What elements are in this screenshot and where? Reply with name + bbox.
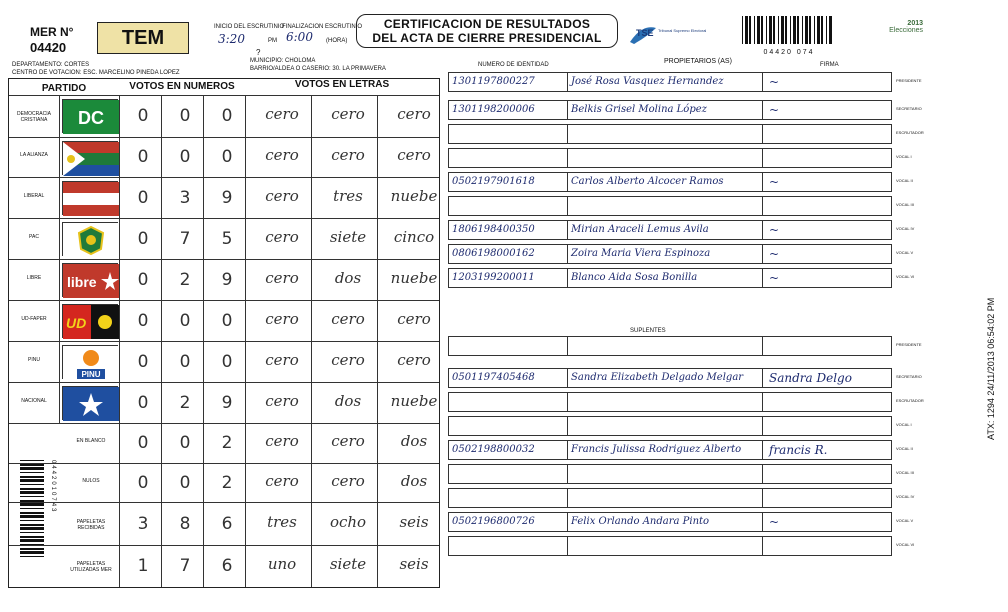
column-divider <box>59 301 60 341</box>
column-divider <box>567 221 568 239</box>
column-divider <box>567 393 568 411</box>
column-divider <box>567 269 568 287</box>
member-signature: ~ <box>769 175 780 189</box>
member-signature: ~ <box>769 103 780 117</box>
col-propietarios: PROPIETARIOS (AS) <box>664 58 732 65</box>
party-name: PINU <box>28 356 40 363</box>
col-partido: PARTIDO <box>41 83 87 94</box>
column-divider <box>567 101 568 119</box>
column-divider <box>59 219 60 259</box>
member-name: Francis Julissa Rodriguez Alberto <box>571 444 742 455</box>
tem-label: TEM <box>121 26 165 49</box>
member-role: VOCAL V <box>896 250 914 255</box>
vote-word: siete <box>329 555 367 573</box>
elecciones-year: 2013 <box>907 20 923 27</box>
barcode-left-number-wrap <box>48 460 56 556</box>
tse-logo-icon <box>626 20 707 48</box>
party-row <box>9 218 439 259</box>
vote-word: cinco <box>393 227 435 246</box>
vote-digit: 0 <box>221 106 233 126</box>
vote-digit: 2 <box>221 472 233 493</box>
barcode-top-icon <box>740 16 838 44</box>
column-divider <box>762 125 763 143</box>
column-divider <box>119 260 120 300</box>
member-signature: ~ <box>769 247 780 261</box>
vote-word: nuebe <box>390 391 438 410</box>
member-id: 1301197800227 <box>452 76 535 87</box>
ud-logo-text: UD <box>66 315 87 331</box>
column-divider <box>119 342 120 382</box>
vote-digit: 0 <box>179 472 191 493</box>
dc-logo-text: DC <box>78 108 104 128</box>
column-divider <box>119 464 120 502</box>
vote-digit: 0 <box>137 106 149 126</box>
vote-digit: 7 <box>179 556 191 576</box>
vote-word: dos <box>400 432 428 450</box>
tem-box <box>97 22 189 54</box>
member-signature: Sandra Delgo <box>769 371 852 385</box>
column-divider <box>567 441 568 459</box>
vote-word: cero <box>265 227 299 246</box>
member-row <box>448 124 892 144</box>
barcode-top <box>740 16 838 56</box>
column-divider <box>119 503 120 545</box>
vote-word: tres <box>333 186 363 205</box>
member-role: PRESIDENTE <box>896 78 922 83</box>
barcode-left <box>20 460 46 556</box>
column-divider <box>762 417 763 435</box>
column-divider <box>567 173 568 191</box>
col-firma: FIRMA <box>820 62 839 68</box>
mer-label: MER N° <box>30 25 74 39</box>
member-signature: ~ <box>769 223 780 237</box>
column-divider <box>762 465 763 483</box>
vote-digit: 0 <box>137 269 149 290</box>
barcode-left-number: 0442010743 <box>50 460 56 514</box>
summary-row <box>9 502 439 545</box>
vote-word: ocho <box>329 512 367 531</box>
member-signature: francis R. <box>769 443 828 457</box>
summary-row <box>9 545 439 587</box>
member-role: VOCAL IV <box>896 494 915 499</box>
party-logo <box>62 222 118 256</box>
vote-digit: 9 <box>221 269 233 290</box>
member-name: Mirian Araceli Lemus Avila <box>571 224 709 235</box>
column-divider <box>762 537 763 555</box>
tse-logo <box>626 20 707 48</box>
column-divider <box>59 342 60 382</box>
centro-votacion: CENTRO DE VOTACION: ESC. MARCELINO PINEDA LOPEZ <box>12 70 180 76</box>
member-role: VOCAL I <box>896 154 912 159</box>
column-divider <box>762 73 763 91</box>
vote-digit: 0 <box>221 310 233 331</box>
party-logo <box>62 304 118 338</box>
vote-word: seis <box>399 512 429 531</box>
vote-digit: 2 <box>179 269 191 290</box>
party-logo <box>62 263 118 297</box>
party-logo <box>62 181 118 215</box>
member-role: VOCAL IV <box>896 226 915 231</box>
summary-name: NULOS <box>82 477 100 484</box>
summary-name: PAPELETAS RECIBIDAS <box>76 518 106 531</box>
column-divider <box>762 393 763 411</box>
suplentes-label: SUPLENTES <box>630 328 666 334</box>
vote-word: cero <box>331 146 365 164</box>
member-role: VOCAL II <box>896 178 913 183</box>
member-row <box>448 148 892 168</box>
side-stamp: ATX: 1294 24/11/2013 06:54:02 PM <box>986 297 996 440</box>
vote-digit: 1 <box>137 556 149 576</box>
member-name: Zoira Maria Viera Espinoza <box>571 248 711 259</box>
column-divider <box>762 489 763 507</box>
vote-word: seis <box>399 555 429 573</box>
member-id: 0502198800032 <box>452 444 535 455</box>
column-divider <box>567 337 568 355</box>
party-name: UD-FAPER <box>21 315 47 322</box>
member-row <box>448 268 892 288</box>
member-row <box>448 464 892 484</box>
vote-word: cero <box>265 146 299 164</box>
column-divider <box>119 301 120 341</box>
vote-word: cero <box>331 105 365 123</box>
pinu-logo-text: PINU <box>81 370 101 379</box>
member-role: VOCAL VI <box>896 542 915 547</box>
member-role: SECRETARIO <box>896 374 922 379</box>
column-divider <box>567 417 568 435</box>
party-name: DEMOCRACIA CRISTIANA <box>17 111 51 123</box>
vote-digit: 0 <box>179 433 191 453</box>
member-id: 0501197405468 <box>452 372 535 383</box>
vote-digit: 6 <box>221 513 233 534</box>
vote-digit: 0 <box>137 310 149 331</box>
party-name: LIBERAL <box>23 192 45 199</box>
member-row <box>448 536 892 556</box>
member-role: VOCAL III <box>896 202 914 207</box>
column-divider <box>762 221 763 239</box>
column-divider <box>567 537 568 555</box>
member-id: 0806198000162 <box>452 248 535 259</box>
results-table <box>8 78 440 588</box>
vote-digit: 0 <box>221 351 233 372</box>
vote-word: cero <box>331 471 365 490</box>
member-row <box>448 100 892 120</box>
column-divider <box>567 73 568 91</box>
member-row <box>448 512 892 532</box>
column-divider <box>119 383 120 423</box>
party-row <box>9 300 439 341</box>
member-row <box>448 368 892 388</box>
column-divider <box>59 383 60 423</box>
party-row <box>9 382 439 423</box>
member-id: 1806198400350 <box>452 224 535 235</box>
member-row <box>448 440 892 460</box>
summary-row <box>9 463 439 502</box>
column-divider <box>567 513 568 531</box>
vote-word: cero <box>265 391 299 410</box>
summary-name: PAPELETAS UTILIZADAS MER <box>70 561 112 573</box>
col-letras: VOTOS EN LETRAS <box>294 79 390 90</box>
vote-word: cero <box>331 432 365 450</box>
member-role: VOCAL VI <box>896 274 915 279</box>
vote-word: cero <box>397 146 431 164</box>
column-divider <box>762 245 763 263</box>
vote-word: cero <box>265 309 299 328</box>
barcode-left-icon <box>20 460 46 556</box>
member-id: 1301198200006 <box>452 104 535 115</box>
col-numeros: VOTOS EN NUMEROS <box>129 81 235 92</box>
mer-number: 04420 <box>30 40 67 55</box>
vote-word: cero <box>397 350 431 369</box>
column-divider <box>59 260 60 300</box>
party-row <box>9 137 439 177</box>
member-row <box>448 220 892 240</box>
vote-word: cero <box>265 268 299 287</box>
column-divider <box>762 513 763 531</box>
inicio-value: 3:20 <box>218 32 245 46</box>
vote-word: cero <box>397 105 431 123</box>
column-divider <box>762 173 763 191</box>
member-row <box>448 172 892 192</box>
member-role: ESCRUTADOR <box>896 398 924 403</box>
member-role: VOCAL I <box>896 422 912 427</box>
vote-digit: 8 <box>179 513 191 534</box>
vote-word: cero <box>265 105 299 123</box>
vote-digit: 9 <box>221 187 233 208</box>
tse-sub: Tribunal Supremo Electoral <box>658 28 707 33</box>
elecciones-logo <box>875 20 935 50</box>
barrio: BARRIO/ALDEA O CASERIO: 30. LA PRIMAVERA <box>250 66 386 72</box>
member-row <box>448 416 892 436</box>
vote-word: cero <box>331 309 365 328</box>
party-logo <box>62 99 118 133</box>
member-id: 0502197901618 <box>452 176 535 187</box>
member-signature: ~ <box>769 75 780 89</box>
column-divider <box>59 96 60 137</box>
party-name: PAC <box>29 233 39 240</box>
finalizacion-label: FINALIZACION ESCRUTINIO <box>282 24 363 30</box>
column-divider <box>119 546 120 587</box>
vote-digit: 0 <box>137 187 149 208</box>
vote-digit: 0 <box>179 351 191 372</box>
member-name: José Rosa Vasquez Hernandez <box>571 76 724 87</box>
vote-word: dos <box>334 268 362 287</box>
vote-digit: 6 <box>221 556 233 576</box>
barcode-top-number: 04420 074 <box>763 49 815 56</box>
municipio: MUNICIPIO: CHOLOMA <box>250 58 316 64</box>
col-identidad: NUMERO DE IDENTIDAD <box>478 62 549 68</box>
party-logo <box>62 345 118 379</box>
vote-word: dos <box>334 391 362 410</box>
column-divider <box>567 149 568 167</box>
member-row <box>448 336 892 356</box>
departamento: DEPARTAMENTO: CORTES <box>12 62 90 68</box>
vote-digit: 2 <box>221 433 233 453</box>
vote-digit: 0 <box>179 106 191 126</box>
q-mark: ? <box>256 48 261 57</box>
member-role: VOCAL II <box>896 446 913 451</box>
title-line1: CERTIFICACION DE RESULTADOS <box>383 17 591 31</box>
member-name: Belkis Grisel Molina López <box>571 104 707 115</box>
member-signature: ~ <box>769 515 780 529</box>
column-divider <box>762 337 763 355</box>
member-row <box>448 244 892 264</box>
vote-digit: 0 <box>179 147 191 167</box>
column-divider <box>59 178 60 218</box>
inicio-unit: PM <box>268 38 277 44</box>
column-divider <box>567 197 568 215</box>
vote-digit: 0 <box>221 147 233 167</box>
member-role: VOCAL III <box>896 470 914 475</box>
summary-name: EN BLANCO <box>76 438 106 444</box>
vote-word: cero <box>265 432 299 450</box>
vote-digit: 0 <box>137 147 149 167</box>
vote-digit: 7 <box>179 228 191 249</box>
vote-digit: 2 <box>179 392 191 413</box>
vote-digit: 3 <box>179 187 191 208</box>
vote-digit: 5 <box>221 228 233 249</box>
column-divider <box>567 489 568 507</box>
member-row <box>448 196 892 216</box>
column-divider <box>567 369 568 387</box>
party-row <box>9 259 439 300</box>
member-name: Carlos Alberto Alcocer Ramos <box>571 176 724 187</box>
party-row <box>9 177 439 218</box>
vote-word: cero <box>265 471 299 490</box>
party-name: LIBRE <box>26 274 42 281</box>
member-name: Sandra Elizabeth Delgado Melgar <box>571 372 744 383</box>
vote-word: tres <box>267 512 297 531</box>
vote-digit: 0 <box>137 433 149 453</box>
column-divider <box>762 369 763 387</box>
title-line2: DEL ACTA DE CIERRE PRESIDENCIAL <box>372 31 602 45</box>
column-divider <box>762 149 763 167</box>
fin-value: 6:00 <box>286 30 313 44</box>
vote-digit: 3 <box>137 513 149 534</box>
member-id: 1203199200011 <box>452 272 535 283</box>
member-row <box>448 72 892 92</box>
column-divider <box>762 197 763 215</box>
vote-word: cero <box>331 350 365 369</box>
column-divider <box>567 465 568 483</box>
vote-word: cero <box>397 309 431 328</box>
vote-word: uno <box>267 555 297 573</box>
libre-logo-text: libre <box>67 274 97 290</box>
vote-word: dos <box>400 471 428 490</box>
party-row <box>9 95 439 137</box>
summary-row <box>9 423 439 463</box>
column-divider <box>762 441 763 459</box>
elecciones-label: Elecciones <box>889 27 923 34</box>
column-divider <box>119 219 120 259</box>
member-name: Blanco Aida Sosa Bonilla <box>571 272 698 283</box>
column-divider <box>567 245 568 263</box>
member-role: ESCRUTADOR <box>896 130 924 135</box>
inicio-label: INICIO DEL ESCRUTINIO <box>214 24 285 30</box>
document-title <box>356 14 618 48</box>
vote-word: cero <box>265 350 299 369</box>
column-divider <box>119 424 120 463</box>
vote-word: cero <box>265 186 299 205</box>
vote-digit: 9 <box>221 392 233 413</box>
member-role: VOCAL V <box>896 518 914 523</box>
member-row <box>448 488 892 508</box>
party-logo <box>62 386 118 420</box>
member-role: PRESIDENTE <box>896 342 922 347</box>
vote-digit: 0 <box>137 392 149 413</box>
member-role: SECRETARIO <box>896 106 922 111</box>
column-divider <box>119 138 120 177</box>
party-name: NACIONAL <box>21 397 47 404</box>
vote-word: nuebe <box>390 268 438 287</box>
column-divider <box>762 269 763 287</box>
column-divider <box>59 138 60 177</box>
vote-digit: 0 <box>137 228 149 249</box>
member-signature: ~ <box>769 271 780 285</box>
party-row <box>9 341 439 382</box>
vote-digit: 0 <box>179 310 191 331</box>
column-divider <box>567 125 568 143</box>
fin-unit: (HORA) <box>326 38 348 44</box>
vote-digit: 0 <box>137 472 149 493</box>
column-divider <box>762 101 763 119</box>
party-logo <box>62 141 118 175</box>
member-id: 0502196800726 <box>452 516 535 527</box>
column-divider <box>119 178 120 218</box>
vote-digit: 0 <box>137 351 149 372</box>
party-name: LA ALIANZA <box>20 152 48 158</box>
tse-text: TSE <box>636 28 654 38</box>
vote-word: nuebe <box>390 186 438 205</box>
member-name: Felix Orlando Andara Pinto <box>571 516 710 527</box>
column-divider <box>119 96 120 137</box>
vote-word: siete <box>329 227 367 246</box>
member-row <box>448 392 892 412</box>
